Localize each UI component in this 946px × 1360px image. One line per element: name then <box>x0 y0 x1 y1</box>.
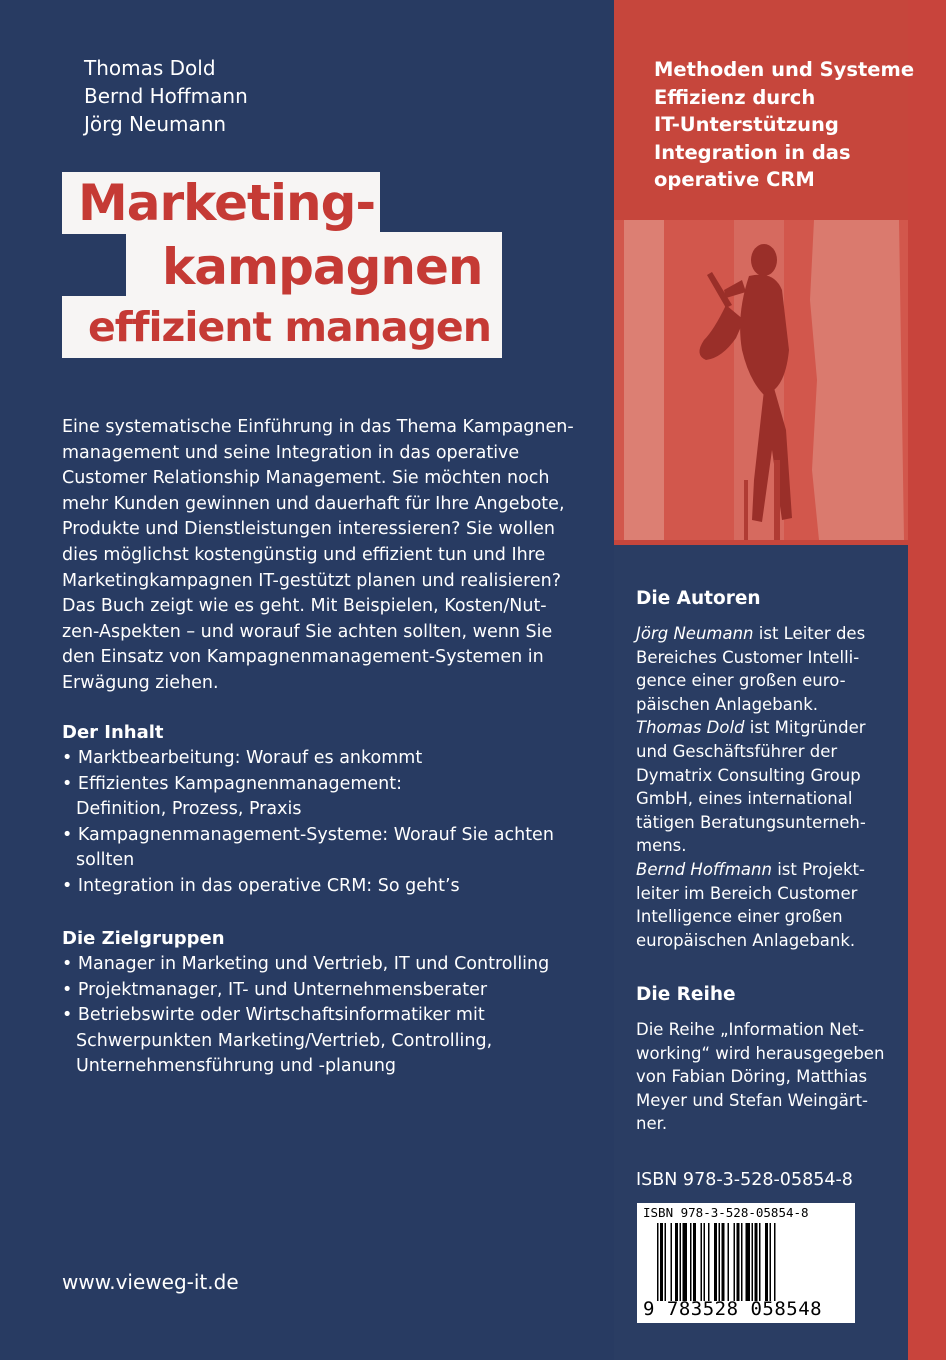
autoren-text: Jörg Neumann ist Leiter des Bereiches Customer Intelli- gence einer großen euro- päischen Anlagebank. Thomas Dold ist Mitgründer und Geschäftsführer der Dymatrix Consulting Group GmbH, eines international tätigen Beratungsunterneh- mens. Bernd Hoffmann ist Projekt- leiter im Bereich Customer Intelligence einer großen europäischen Anlagebank. <box>636 624 866 950</box>
topic-list <box>654 56 914 194</box>
author-name: Bernd Hoffmann <box>84 84 248 108</box>
barcode-bars <box>657 1223 849 1301</box>
topic-item: IT-Unterstützung <box>654 113 839 136</box>
publisher-url[interactable]: www.vieweg-it.de <box>62 1270 239 1294</box>
topic-item: Methoden und Systeme <box>654 58 915 81</box>
author-name: Thomas Dold <box>84 56 216 80</box>
author-list <box>84 54 248 138</box>
reihe-heading: Die Reihe <box>636 984 736 1005</box>
zielgruppen-list: • Manager in Marketing und Vertrieb, IT und Controlling • Projektmanager, IT- und Unternehmensberater • Betriebswirte oder Wirtschaftsinformatiker mit Schwerpunkten Marketing/Vertrieb, Controlling, Unternehmensführung und -planung <box>62 954 550 1077</box>
isbn-label: ISBN 978-3-528-05854-8 <box>636 1170 853 1190</box>
title-line-2: kampagnen <box>162 238 483 296</box>
barcode-isbn-text: ISBN 978-3-528-05854-8 <box>643 1205 809 1220</box>
title-line-3: effizient managen <box>88 303 491 351</box>
description: Eine systematische Einführung in das Thema Kampagnen- management und seine Integration in das operative Customer Relationship Management. Sie möchten noch mehr Kunden gewinnen und dauerhaft für Ihre Angebote, Produkte und Dienstleistungen interessieren? Sie wollen dies möglichst kostengünstig und effizient tun und Ihre Marketingkampagnen IT-gestützt planen und realisieren? Das Buch zeigt wie es geht. Mit Beispielen, Kosten/Nut- zen-Aspekten – und worauf Sie achten sollten, wenn Sie den Einsatz von Kampagnenmanagement-Systemen in Erwägung ziehen. <box>62 417 574 693</box>
autoren-heading: Die Autoren <box>636 588 761 609</box>
inhalt-heading: Der Inhalt <box>62 722 164 743</box>
author-name: Jörg Neumann <box>84 112 227 136</box>
reihe-text: Die Reihe „Information Net- working“ wird herausgegeben von Fabian Döring, Matthias Meyer und Stefan Weingärt- ner. <box>636 1020 885 1134</box>
zielgruppen-heading: Die Zielgruppen <box>62 928 225 949</box>
red-spine <box>908 0 946 1360</box>
topic-item: Effizienz durch <box>654 85 816 109</box>
title-line-1: Marketing- <box>78 174 376 232</box>
barcode-number: 9 783528 058548 <box>643 1298 823 1320</box>
topic-item: Integration in das <box>654 140 851 164</box>
saxophonist-photo <box>614 220 908 540</box>
barcode <box>637 1203 855 1323</box>
topic-item: operative CRM <box>654 168 815 191</box>
inhalt-list: • Marktbearbeitung: Worauf es ankommt • Effizientes Kampagnenmanagement: Definition, Prozess, Praxis • Kampagnenmanagement-Systeme: Worauf Sie achten sollten • Integration in das operative CRM: So geht’s <box>62 748 554 896</box>
